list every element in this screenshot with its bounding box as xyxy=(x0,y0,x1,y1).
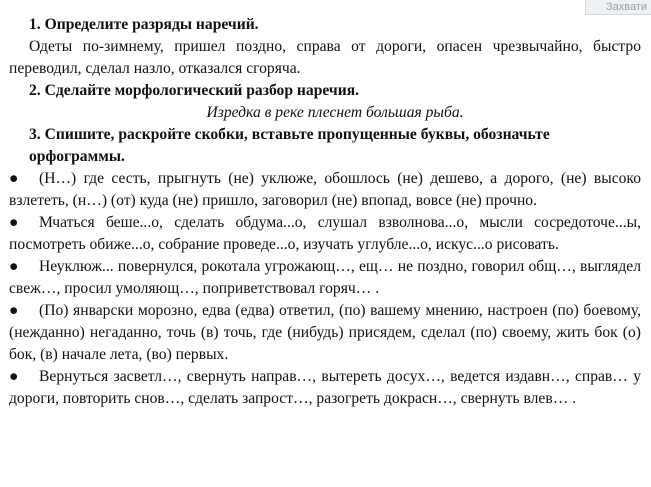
task-1 xyxy=(9,14,641,80)
list-item xyxy=(9,212,641,256)
worksheet xyxy=(9,14,641,410)
task-2-sentence: Изредка в реке плеснет большая рыба. xyxy=(206,104,464,121)
list-item-text: (Н…) где сесть, прыгнуть (не) уклюже, обошлось (не) дешево, а дорого, (не) высоко взлететь, (н…) (от) куда (не) пришло, заговорил (не) впопад, вовсе (не) прочно. xyxy=(9,170,641,209)
list-item-text: Вернуться засветл…, свернуть направ…, вытереть досух…, ведется издавн…, справ… у дороги, повторить снов…, сделать запрост…, разогреть докрасн…, свернуть влев… . xyxy=(9,368,641,407)
list-item-text: Неуклюж... повернулся, рокотала угрожающ…, ещ… не поздно, говорил общ…, выглядел свеж…, просил умоляющ…, поприветствовал горяч… . xyxy=(9,258,641,297)
list-item xyxy=(9,366,641,410)
bullet-icon: ● xyxy=(9,302,19,319)
task-1-title: 1. Определите разряды наречий. xyxy=(29,16,259,33)
list-item xyxy=(9,300,641,366)
task-2 xyxy=(9,80,641,124)
task-3-title: 3. Спишите, раскройте скобки, вставьте пропущенные буквы, обозначьте орфограммы. xyxy=(29,126,550,165)
bullet-icon: ● xyxy=(9,170,19,187)
list-item xyxy=(9,168,641,212)
bullet-icon: ● xyxy=(9,214,19,231)
task-2-title: 2. Сделайте морфологический разбор наречия. xyxy=(29,82,360,99)
bullet-icon: ● xyxy=(9,258,19,275)
list-item-text: (По) январски морозно, едва (едва) ответил, (по) вашему мнению, настроен (по) боевому, (нежданно) негаданно, точь (в) точь, где (нибудь) присядем, сделал (по) своему, жить бок (о) бок, (в) начале лета, (во) первых. xyxy=(9,302,641,363)
capture-tool-tab[interactable]: Захвати xyxy=(585,0,651,15)
task-1-text: Одеты по-зимнему, пришел поздно, справа от дороги, опасен чрезвычайно, быстро переводил, сделал назло, отказался сгоряча. xyxy=(9,38,641,77)
task-3 xyxy=(9,124,641,410)
bullet-icon: ● xyxy=(9,368,19,385)
list-item xyxy=(9,256,641,300)
list-item-text: Мчаться беше...о, сделать обдума...о, слушал взволнова...о, мысли сосредоточе...ы, посмотреть обиже...о, собрание проведе...о, изучать углубле...о, искус...о рисовать. xyxy=(9,214,641,253)
